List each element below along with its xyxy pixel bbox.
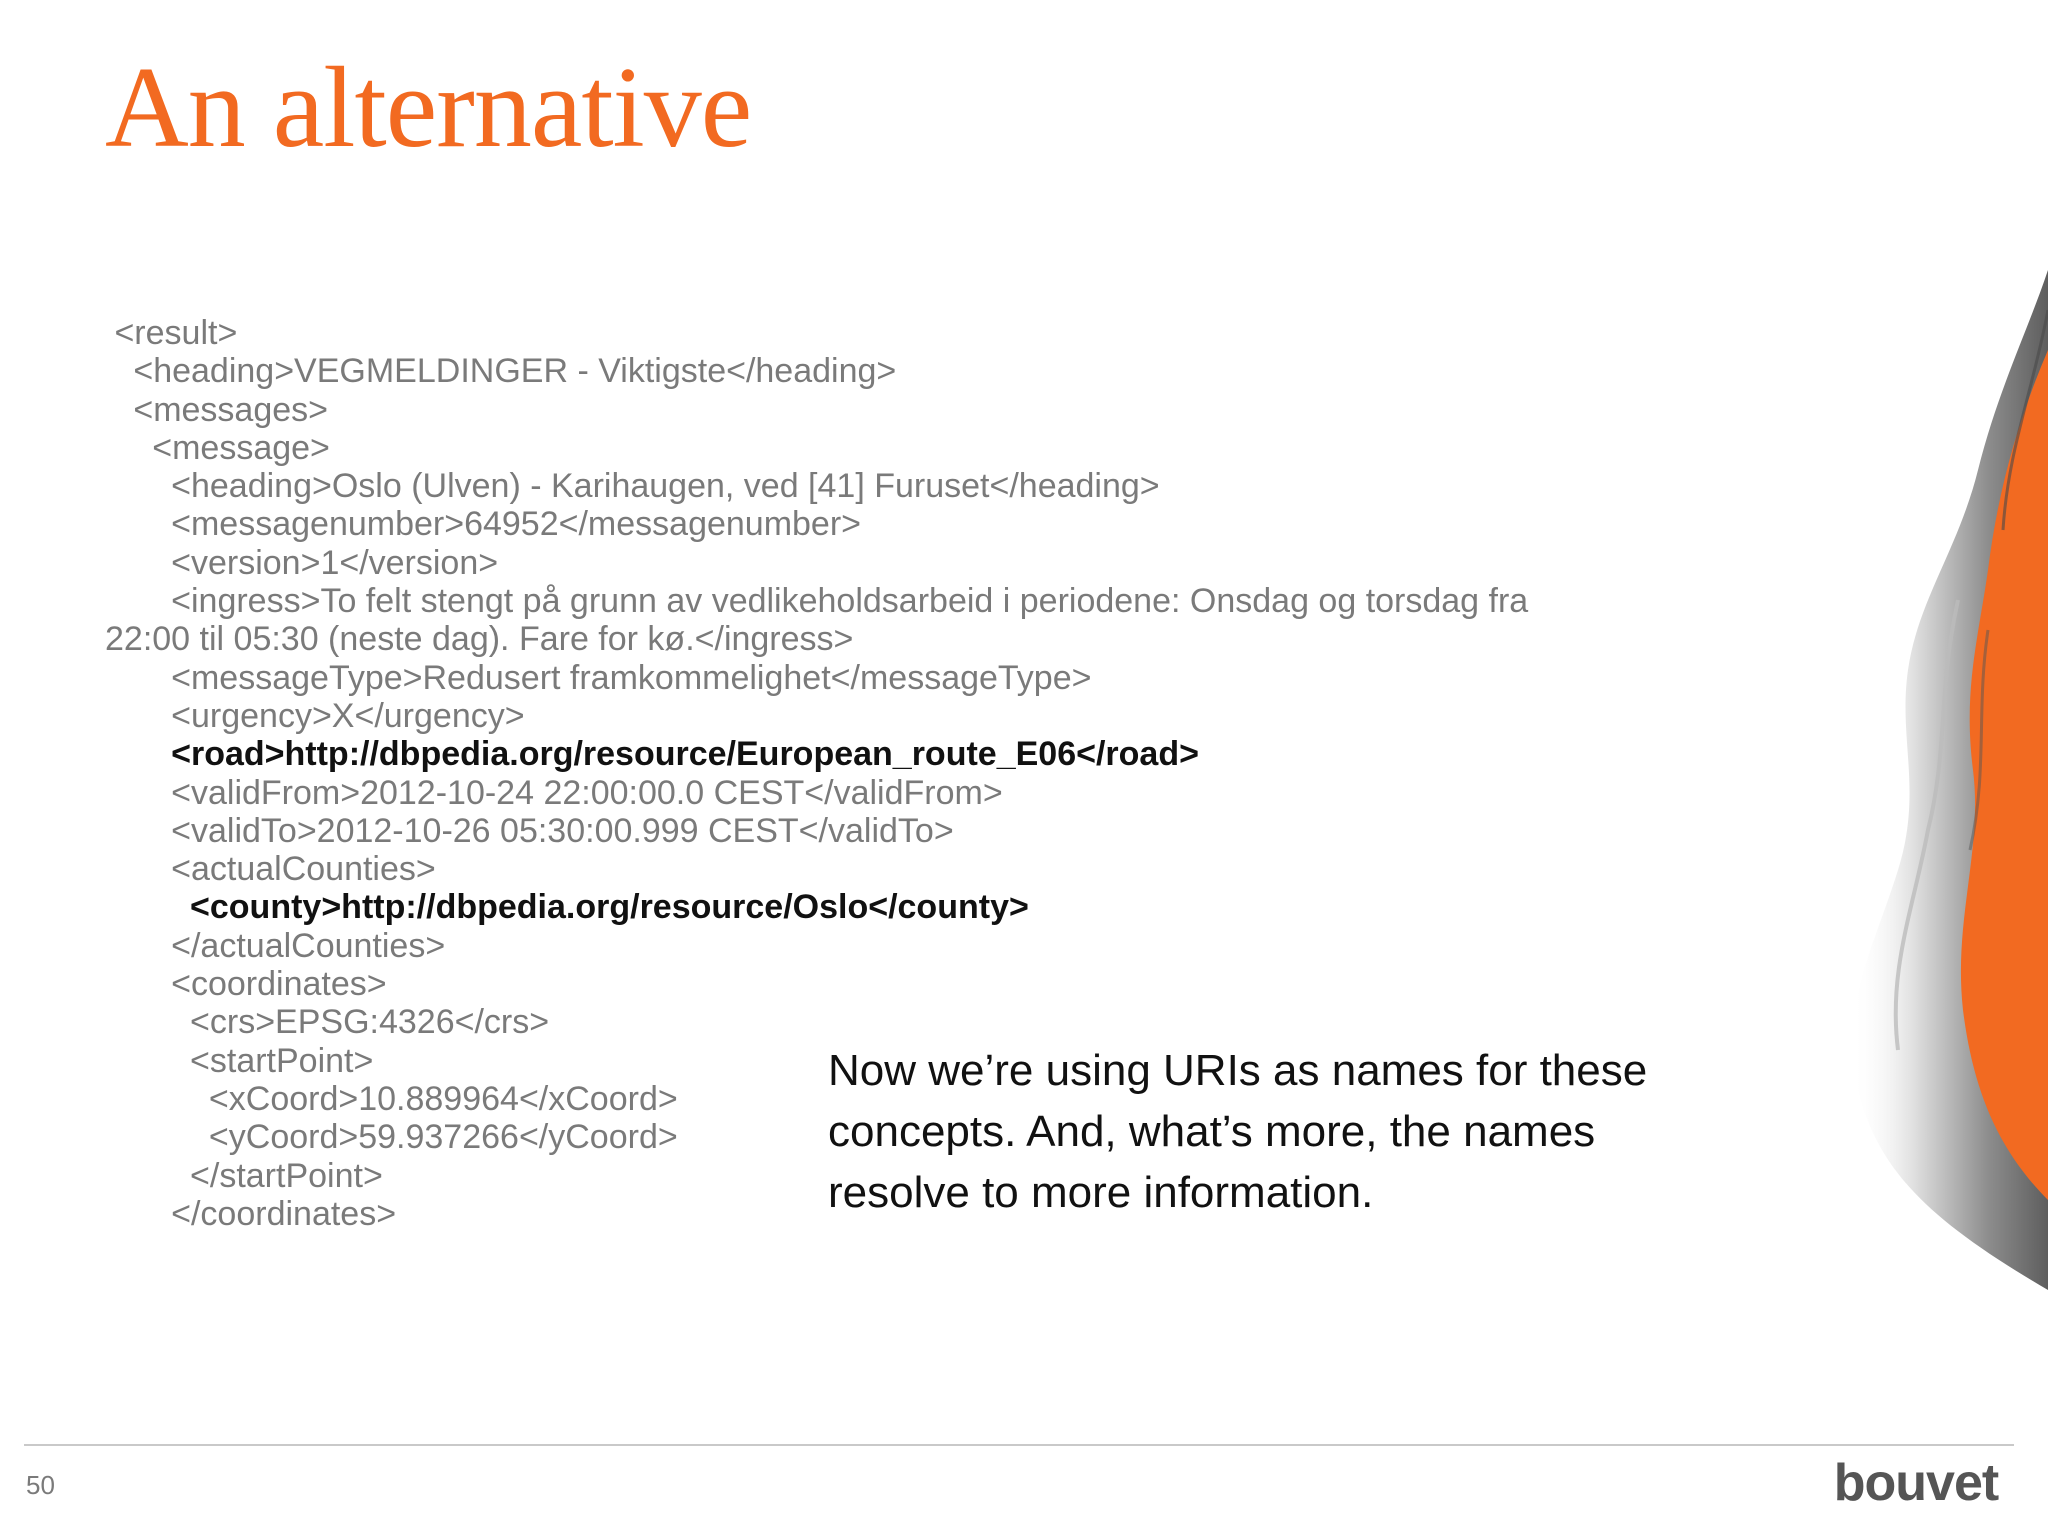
xml-line: </coordinates> (105, 1194, 397, 1233)
svg-text:bouvet: bouvet (1833, 1454, 1999, 1512)
orange-flame-graphic (1748, 270, 2048, 1290)
xml-line: <urgency>X</urgency> (105, 696, 525, 735)
xml-line: <startPoint> (105, 1041, 374, 1080)
xml-line: </actualCounties> (105, 926, 446, 965)
xml-line: <road>http://dbpedia.org/resource/European_route_E06</road> (105, 735, 1199, 774)
xml-line: <yCoord>59.937266</yCoord> (105, 1118, 678, 1157)
xml-line: <heading>Oslo (Ulven) - Karihaugen, ved [41] Furuset</heading> (105, 467, 1160, 506)
xml-line: <xCoord>10.889964</xCoord> (105, 1079, 678, 1118)
xml-line: <messages> (105, 390, 329, 429)
xml-line: <messageType>Redusert framkommelighet</messageType> (105, 658, 1092, 697)
callout-text: Now we’re using URIs as names for these concepts. And, what’s more, the names resolve to more information. (828, 1046, 1648, 1217)
xml-line: <ingress>To felt stengt på grunn av vedlikeholdsarbeid i periodene: Onsdag og torsdag fra (105, 582, 1529, 621)
xml-line: <version>1</version> (105, 543, 499, 582)
xml-line: <crs>EPSG:4326</crs> (105, 1003, 550, 1042)
xml-line: </startPoint> (105, 1156, 383, 1195)
xml-line: <heading>VEGMELDINGER - Viktigste</heading> (105, 352, 897, 391)
page-number: 50 (26, 1470, 55, 1500)
xml-line: <result> (105, 314, 238, 352)
bouvet-logo (1816, 1448, 2016, 1518)
xml-line: <actualCounties> (105, 850, 436, 889)
footer-divider (24, 1444, 2014, 1446)
slide-title: An alternative (105, 44, 752, 172)
xml-line: <coordinates> (105, 965, 387, 1004)
xml-line: <messagenumber>64952</messagenumber> (105, 505, 862, 544)
xml-line: <validFrom>2012-10-24 22:00:00.0 CEST</validFrom> (105, 773, 1003, 812)
xml-line: <validTo>2012-10-26 05:30:00.999 CEST</validTo> (105, 811, 954, 850)
xml-line: <county>http://dbpedia.org/resource/Oslo</county> (105, 888, 1029, 927)
xml-line: <message> (105, 428, 330, 467)
xml-line: 22:00 til 05:30 (neste dag). Fare for kø.</ingress> (105, 620, 854, 659)
